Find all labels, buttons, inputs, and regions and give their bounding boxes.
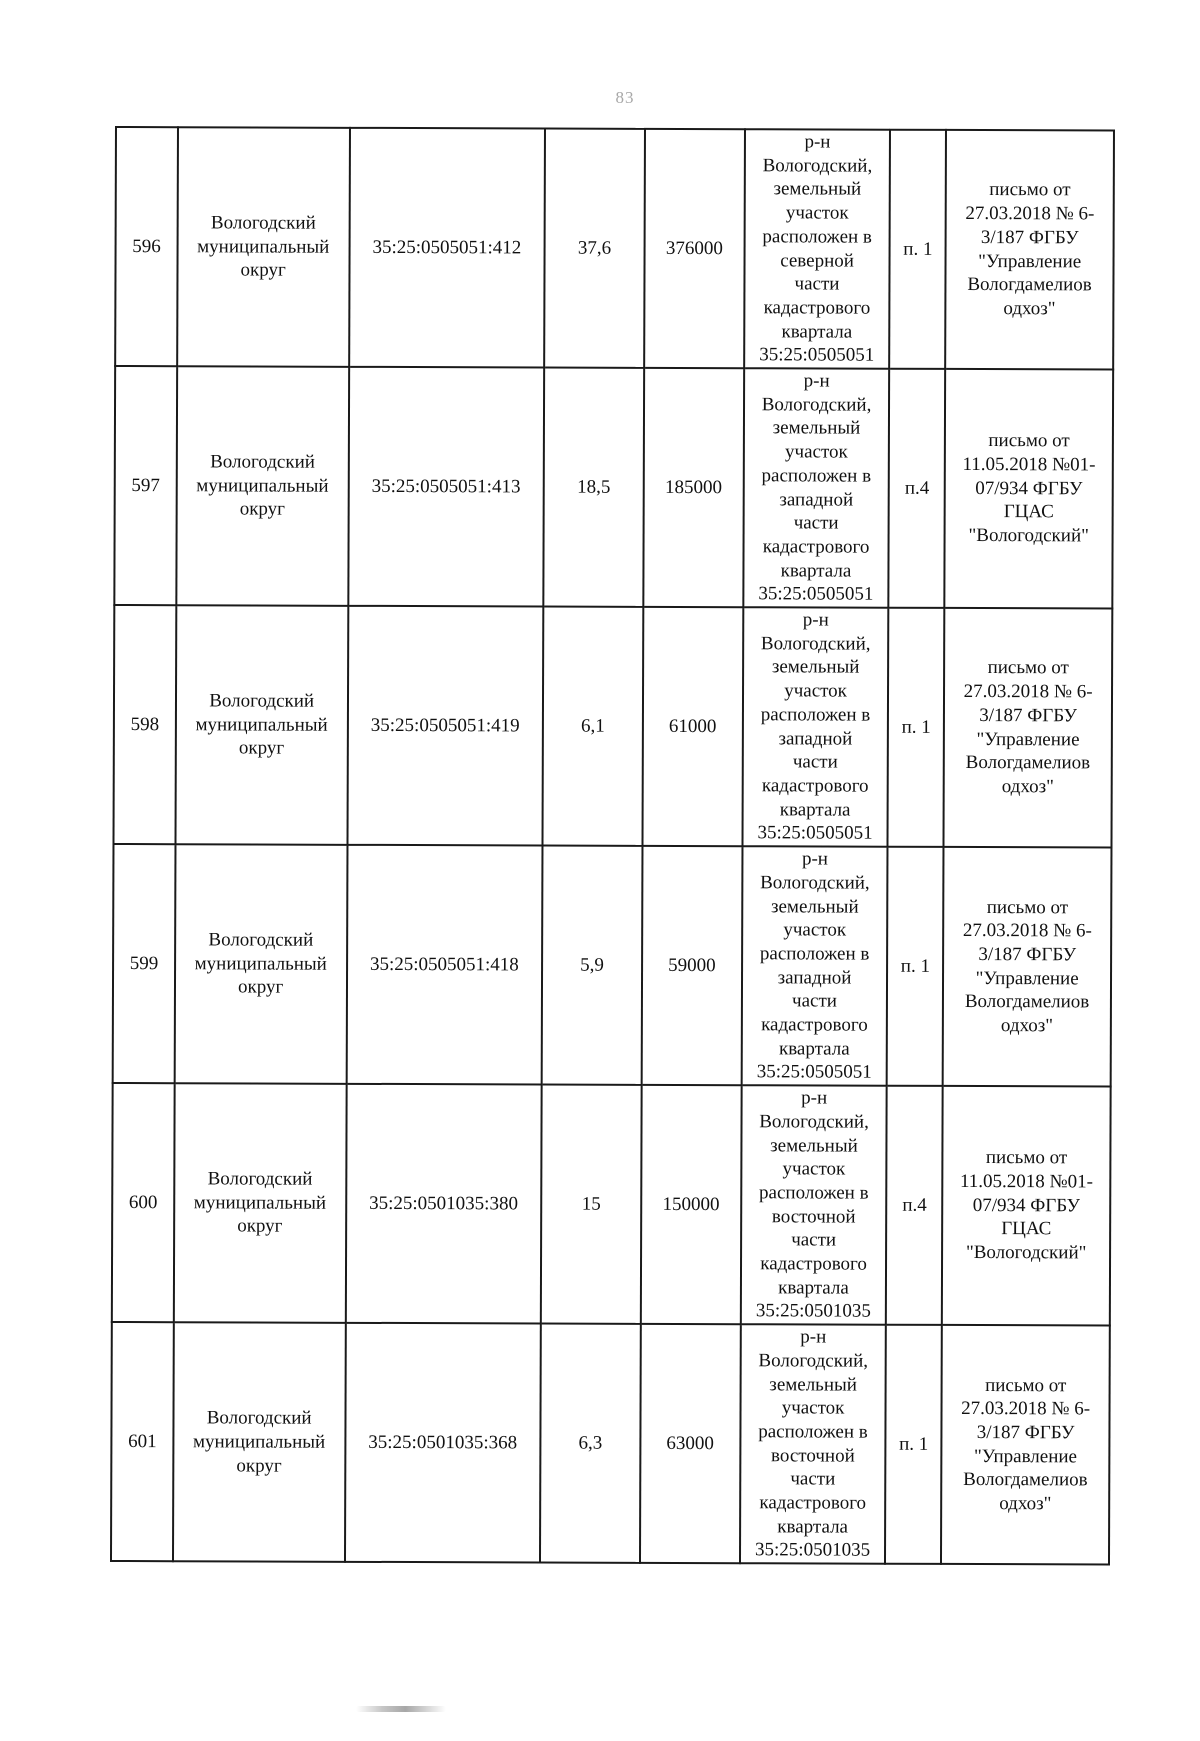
land-plot-registry-table: [110, 126, 1115, 1566]
clause-cell: п.4: [886, 1086, 943, 1325]
basis-cell: письмо от 27.03.2018 № 6- 3/187 ФГБУ "Управление Вологдамелиов одхоз": [943, 847, 1112, 1087]
amount-cell: 61000: [642, 607, 743, 846]
municipality-cell: Вологодский муниципальный округ: [176, 366, 348, 606]
registry-table-container: [110, 126, 1115, 1566]
amount-cell: 376000: [644, 129, 745, 368]
municipality-cell: Вологодский муниципальный округ: [175, 605, 347, 845]
location-cell: р-н Вологодский, земельный участок расположен в западной части кадастрового квартала 35:25:0505051: [743, 368, 890, 608]
area-cell: 6,1: [543, 607, 644, 846]
location-cell: р-н Вологодский, земельный участок расположен в западной части кадастрового квартала 35:25:0505051: [742, 607, 889, 847]
area-cell: 18,5: [543, 368, 644, 607]
row-number-cell: 598: [113, 605, 176, 844]
location-cell: р-н Вологодский, земельный участок расположен в восточной части кадастрового квартала 35:25:0501035: [741, 1085, 888, 1325]
basis-cell: письмо от 27.03.2018 № 6- 3/187 ФГБУ "Управление Вологдамелиов одхоз": [944, 608, 1113, 848]
cadastral-number-cell: 35:25:0505051:413: [348, 367, 544, 607]
location-cell: р-н Вологодский, земельный участок расположен в западной части кадастрового квартала 35:25:0505051: [741, 846, 888, 1086]
municipality-cell: Вологодский муниципальный округ: [177, 127, 349, 367]
area-cell: 15: [541, 1085, 642, 1324]
amount-cell: 150000: [641, 1085, 742, 1324]
basis-cell: письмо от 11.05.2018 №01- 07/934 ФГБУ ГЦАС "Вологодский": [942, 1086, 1111, 1326]
table-row: [112, 1083, 1111, 1326]
row-number-cell: 599: [113, 844, 176, 1083]
cadastral-number-cell: 35:25:0505051:418: [346, 845, 542, 1085]
location-cell: р-н Вологодский, земельный участок расположен в восточной части кадастрового квартала 35:25:0501035: [740, 1324, 887, 1564]
page-number: 83: [615, 88, 635, 107]
cadastral-number-cell: 35:25:0501035:380: [345, 1084, 541, 1324]
amount-cell: 59000: [642, 846, 743, 1085]
municipality-cell: Вологодский муниципальный округ: [173, 1322, 345, 1562]
table-row: [114, 366, 1113, 609]
municipality-cell: Вологодский муниципальный округ: [175, 844, 347, 1084]
cadastral-number-cell: 35:25:0501035:368: [345, 1323, 541, 1563]
clause-cell: п. 1: [888, 608, 945, 847]
area-cell: 6,3: [540, 1324, 641, 1563]
table-row: [115, 127, 1114, 370]
row-number-cell: 597: [114, 366, 177, 605]
municipality-cell: Вологодский муниципальный округ: [174, 1083, 346, 1323]
clause-cell: п. 1: [890, 130, 947, 369]
table-row: [113, 605, 1112, 848]
basis-cell: письмо от 27.03.2018 № 6- 3/187 ФГБУ "Управление Вологдамелиов одхоз": [941, 1325, 1110, 1565]
location-cell: р-н Вологодский, земельный участок расположен в северной части кадастрового квартала 35:25:0505051: [744, 129, 891, 369]
amount-cell: 185000: [643, 368, 744, 607]
cadastral-number-cell: 35:25:0505051:419: [347, 606, 543, 846]
clause-cell: п.4: [889, 369, 946, 608]
row-number-cell: 601: [111, 1322, 174, 1561]
clause-cell: п. 1: [885, 1325, 942, 1564]
clause-cell: п. 1: [887, 847, 944, 1086]
area-cell: 37,6: [544, 129, 645, 368]
row-number-cell: 600: [112, 1083, 175, 1322]
area-cell: 5,9: [542, 846, 643, 1085]
scan-artifact: [356, 1706, 446, 1712]
cadastral-number-cell: 35:25:0505051:412: [349, 128, 545, 368]
basis-cell: письмо от 11.05.2018 №01- 07/934 ФГБУ ГЦАС "Вологодский": [945, 369, 1114, 609]
table-row: [111, 1322, 1110, 1565]
amount-cell: 63000: [640, 1324, 741, 1563]
basis-cell: письмо от 27.03.2018 № 6- 3/187 ФГБУ "Управление Вологдамелиов одхоз": [945, 130, 1114, 370]
table-row: [113, 844, 1112, 1087]
row-number-cell: 596: [115, 127, 178, 366]
